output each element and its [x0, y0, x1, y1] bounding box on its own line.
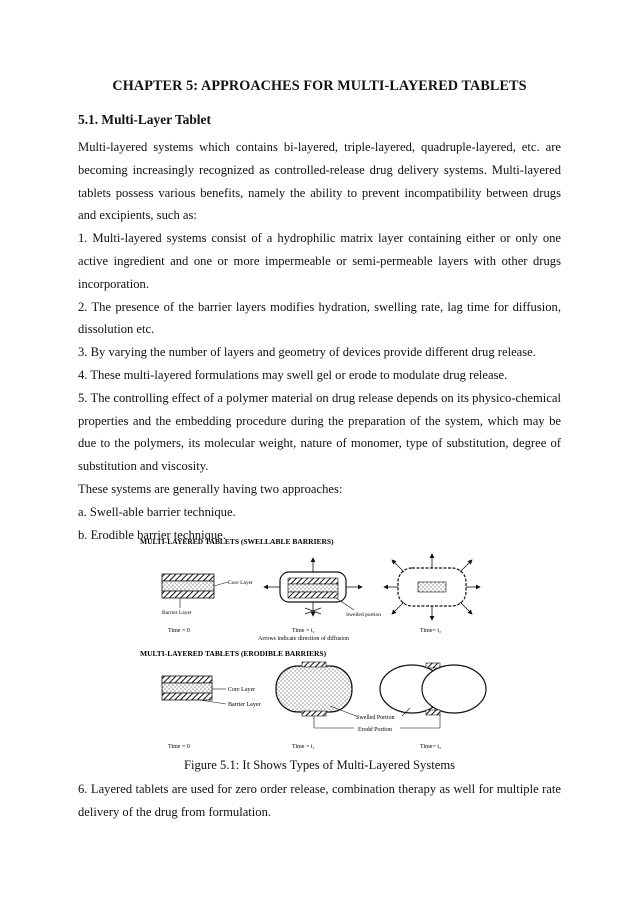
- paragraph-point-3: 3. By varying the number of layers and geometry of devices provide different drug release.: [78, 345, 536, 360]
- paragraph-point-1: 1. Multi-layered systems consist of a hydrophilic matrix layer containing either or only one active ingredient and one or more impermeable or semi-permeable layers with other drugs incorporation.: [78, 231, 561, 291]
- paragraph-point-2: 2. The presence of the barrier layers modifies hydration, swelling rate, lag time for diffusion, dissolution etc.: [78, 299, 561, 337]
- body-text: [78, 136, 561, 546]
- paragraph-intro: Multi-layered systems which contains bi-layered, triple-layered, quadruple-layered, etc. are becoming increasingly recognized as controlled-release drug delivery systems. Multi-layered tablets possess various benefits, namely the ability to prevent incompatibility between drugs and excipients, such as:: [78, 140, 561, 223]
- paragraph-approaches: These systems are generally having two approaches:: [78, 481, 343, 496]
- erodible-tablet-t2: [380, 663, 486, 715]
- swellable-tablet-t2: [398, 568, 466, 606]
- paragraph-point-5: 5. The controlling effect of a polymer material on drug release depends on its physico-chemical properties and the embedding procedure during the preparation of the system, which may be due to the polymers, its molecular weight, nature of monomer, type of substitution, degree of substitution and viscosity.: [78, 390, 561, 474]
- label-time-0: Time = 0: [168, 628, 190, 634]
- figure-diagram: [140, 536, 500, 756]
- label-core-layer-2: Core Layer: [228, 687, 256, 693]
- label-time-2: Time= t₂: [420, 628, 442, 634]
- label-time-1b: Time = t₁: [292, 744, 315, 750]
- section-heading: 5.1. Multi-Layer Tablet: [78, 112, 211, 127]
- erodible-tablet-t0: [162, 676, 212, 700]
- label-barrier-layer: Barrier Layer: [162, 610, 192, 616]
- label-barrier-layer-2: Barrier Layer: [228, 702, 261, 708]
- paragraph-point-4: 4. These multi-layered formulations may swell gel or erode to modulate drug release.: [78, 367, 508, 382]
- chapter-title: CHAPTER 5: APPROACHES FOR MULTI-LAYERED TABLETS: [112, 78, 527, 94]
- figure-heading-erodible: MULTI-LAYERED TABLETS (ERODIBLE BARRIERS): [140, 649, 327, 658]
- paragraph-point-6: 6. Layered tablets are used for zero order release, combination therapy as well for multiple rate delivery of the drug from formulation.: [78, 782, 561, 819]
- erodible-tablet-t1: [276, 662, 352, 716]
- label-core-layer: Core Layer: [228, 580, 253, 586]
- paragraph-approach-b: b. Erodible barrier technique.: [78, 527, 226, 542]
- swellable-tablet-t0: [162, 574, 214, 598]
- label-time-1: Time = t₁: [292, 628, 315, 634]
- figure-heading-swellable: MULTI-LAYERED TABLETS (SWELLABLE BARRIERS): [140, 537, 334, 546]
- figure-multilayer-tablets: [140, 536, 500, 756]
- swellable-tablet-t1: [280, 572, 346, 602]
- figure-caption: Figure 5.1: It Shows Types of Multi-Layered Systems: [183, 758, 456, 772]
- label-swelled-portion: Swelled portion: [346, 612, 381, 618]
- label-time-0b: Time = 0: [168, 744, 190, 750]
- label-swelled-portion-2: Swelled Portion: [356, 715, 395, 721]
- label-arrows-note: Arrows indicate direction of diffusion: [258, 636, 349, 642]
- label-erodd-portion: Erodd Portion: [358, 727, 392, 733]
- label-time-2b: Time= t₂: [420, 744, 442, 750]
- paragraph-approach-a: a. Swell-able barrier technique.: [78, 504, 236, 519]
